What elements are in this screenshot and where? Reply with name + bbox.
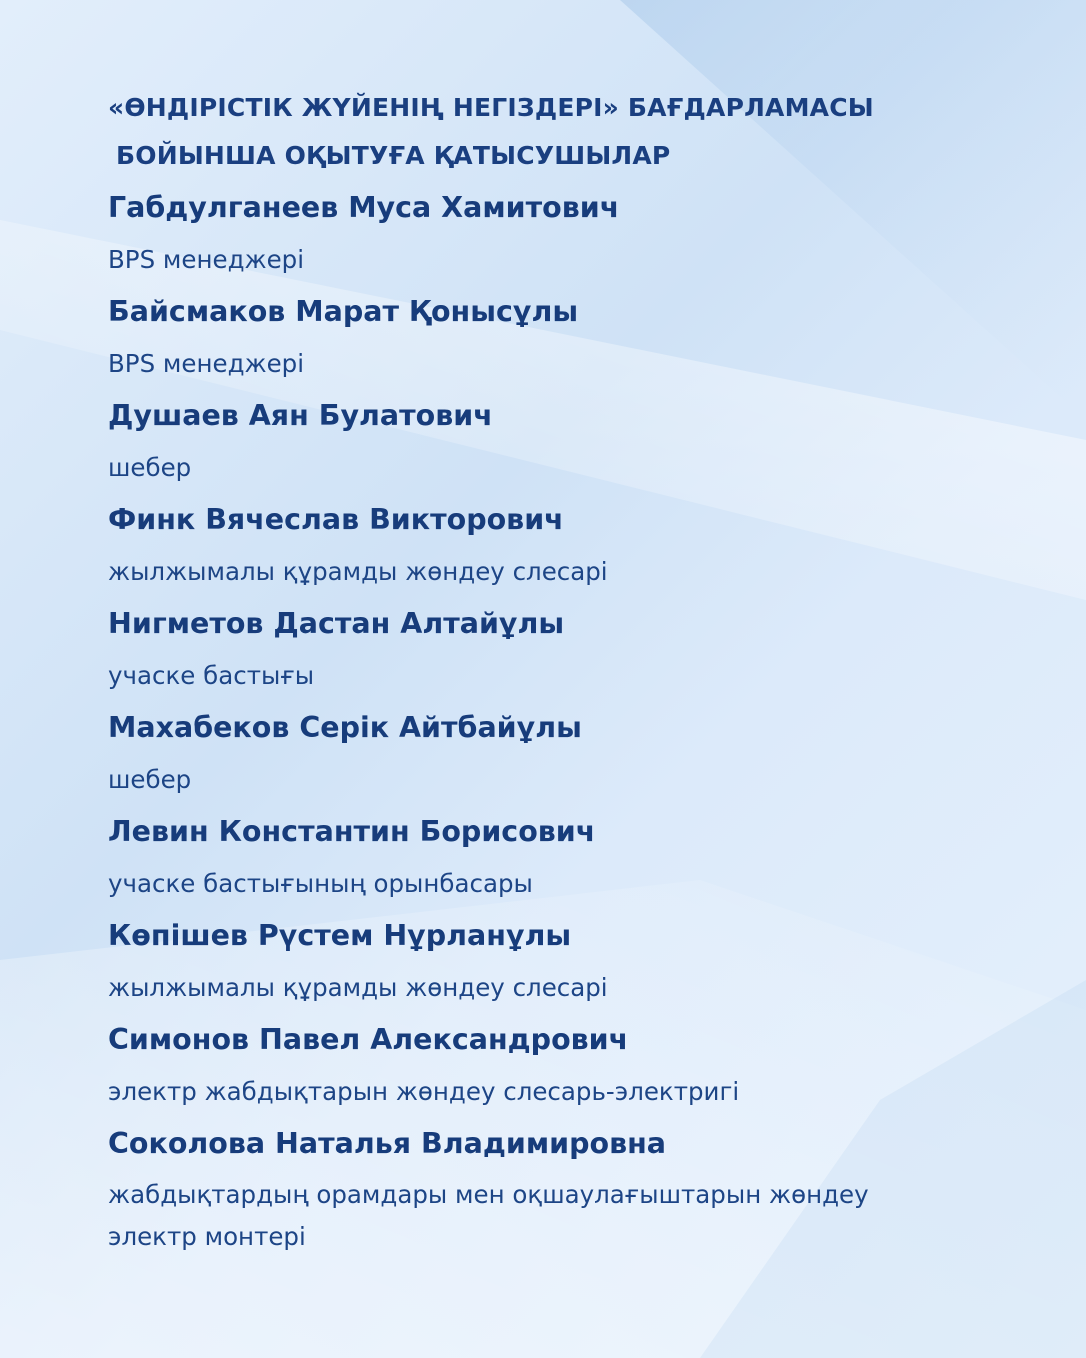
participant-item (108, 700, 1048, 804)
participant-role: BPS менеджері (108, 245, 305, 274)
participant-name: Финк Вячеслав Викторович (108, 503, 564, 536)
participant-item (108, 908, 1048, 1012)
participant-role: электр жабдықтарын жөндеу слесарь-электригі (108, 1077, 740, 1106)
participant-item (108, 180, 1048, 284)
participant-item (108, 1116, 1048, 1258)
participant-role: BPS менеджері (108, 349, 305, 378)
participant-role: жылжымалы құрамды жөндеу слесарі (108, 973, 608, 1002)
participant-item (108, 1012, 1048, 1116)
participants-document (108, 84, 1048, 1258)
participant-item (108, 284, 1048, 388)
participant-name: Габдулганеев Муса Хамитович (108, 191, 620, 224)
participant-name: Душаев Аян Булатович (108, 399, 493, 432)
participant-name: Көпішев Рүстем Нұрланұлы (108, 919, 572, 952)
participant-name: Симонов Павел Александрович (108, 1023, 629, 1056)
participant-item (108, 596, 1048, 700)
participant-role: шебер (108, 765, 192, 794)
participant-list (108, 180, 1048, 1258)
participant-item (108, 388, 1048, 492)
participant-name: Байсмаков Марат Қонысұлы (108, 295, 579, 328)
participant-name: Соколова Наталья Владимировна (108, 1127, 667, 1160)
participant-name: Махабеков Серік Айтбайұлы (108, 711, 582, 744)
participant-role: учаске бастығы (108, 661, 315, 690)
title-line-2: БОЙЫНША ОҚЫТУҒА ҚАТЫСУШЫЛАР (116, 141, 671, 170)
participant-role: шебер (108, 453, 192, 482)
title-line-1: «ӨНДІРІСТІК ЖҮЙЕНІҢ НЕГІЗДЕРІ» БАҒДАРЛАМАСЫ (108, 93, 874, 122)
participant-item (108, 804, 1048, 908)
participant-name: Нигметов Дастан Алтайұлы (108, 607, 565, 640)
participant-item (108, 492, 1048, 596)
page-title (108, 84, 1048, 180)
participant-role: жылжымалы құрамды жөндеу слесарі (108, 557, 608, 586)
participant-role: учаске бастығының орынбасары (108, 869, 533, 898)
participant-name: Левин Константин Борисович (108, 815, 596, 848)
participant-role: жабдықтардың орамдары мен оқшаулағыштарын жөндеу электр монтері (108, 1180, 869, 1251)
